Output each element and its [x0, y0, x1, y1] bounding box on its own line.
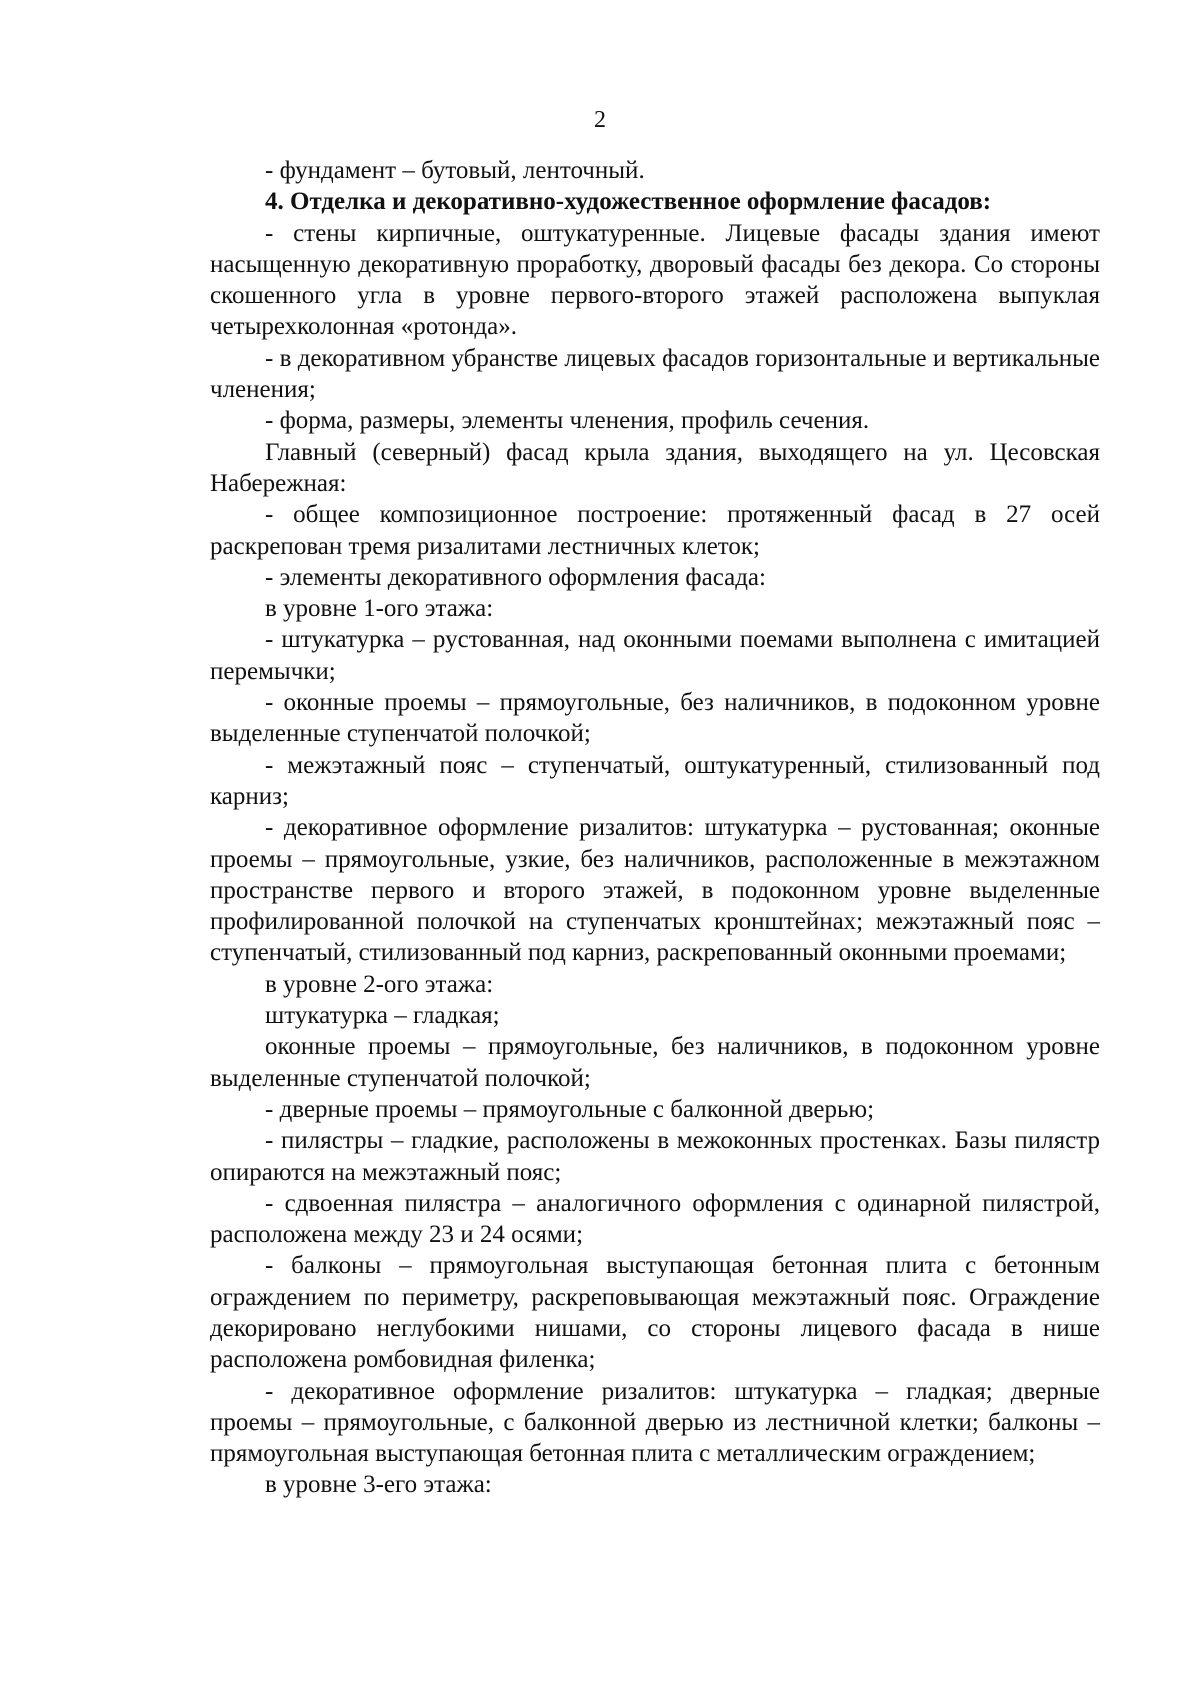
paragraph: в уровне 2-ого этажа:	[265, 970, 494, 998]
page-number: 2	[594, 107, 606, 133]
paragraph: оконные проемы – прямоугольные, без наличников, в подоконном уровне выделенные ступенчатой полочкой;	[210, 1033, 1100, 1092]
paragraph: - форма, размеры, элементы членения, профиль сечения.	[265, 407, 870, 435]
paragraph: - в декоративном убранстве лицевых фасадов горизонтальные и вертикальные членения;	[210, 344, 1100, 404]
paragraph: в уровне 3-его этажа:	[265, 1471, 492, 1499]
section-heading: 4. Отделка и декоративно-художественное оформление фасадов:	[265, 188, 992, 216]
paragraph: Главный (северный) фасад крыла здания, выходящего на ул. Цесовская Набережная:	[210, 438, 1100, 497]
paragraph: - элементы декоративного оформления фасада:	[265, 563, 766, 591]
paragraph: - штукатурка – рустованная, над оконными поемами выполнена с имитацией перемычки;	[210, 626, 1100, 685]
paragraph: - межэтажный пояс – ступенчатый, оштукатуренный, стилизованный под карниз;	[210, 751, 1100, 810]
paragraph: - дверные проемы – прямоугольные с балконной дверью;	[265, 1095, 875, 1123]
paragraph: - пилястры – гладкие, расположены в межоконных простенках. Базы пилястр опираются на межэтажный пояс;	[210, 1127, 1100, 1186]
paragraph: - декоративное оформление ризалитов: штукатурка – гладкая; дверные проемы – прямоугольные, с балконной дверью из лестничной клетки; балконы – прямоугольная выступающая бетонная плита с металлическим ограждением;	[210, 1377, 1100, 1468]
paragraph: - общее композиционное построение: протяженный фасад в 27 осей раскрепован тремя ризалитами лестничных клеток;	[210, 501, 1100, 560]
paragraph: - стены кирпичные, оштукатуренные. Лицевые фасады здания имеют насыщенную декоративную проработку, дворовый фасады без декора. Со стороны скошенного угла в уровне первого-второго этажей расположена выпуклая четырехколонная «ротонда».	[210, 219, 1100, 341]
paragraph: штукатурка – гладкая;	[265, 1002, 500, 1030]
paragraph: - сдвоенная пилястра – аналогичного оформления с одинарной пилястрой, расположена между 23 и 24 осями;	[210, 1189, 1100, 1249]
paragraph: - оконные проемы – прямоугольные, без наличников, в подоконном уровне выделенные ступенчатой полочкой;	[210, 689, 1100, 748]
paragraph: - декоративное оформление ризалитов: штукатурка – рустованная; оконные проемы – прямоугольные, узкие, без наличников, расположенные в межэтажном пространстве первого и второго этажей, в подоконном уровне выделенные профилированной полочкой на ступенчатых кронштейнах; межэтажный пояс – ступенчатый, стилизованный под карниз, раскрепованный оконными проемами;	[210, 814, 1100, 967]
document-body	[210, 155, 1100, 1501]
paragraph: в уровне 1-ого этажа:	[265, 595, 494, 623]
paragraph: - фундамент – бутовый, ленточный.	[265, 157, 645, 184]
paragraph: - балконы – прямоугольная выступающая бетонная плита с бетонным ограждением по периметру, раскреповывающая межэтажный пояс. Ограждение декорировано неглубокими нишами, со стороны лицевого фасада в нише расположена ромбовидная филенка;	[210, 1252, 1100, 1374]
